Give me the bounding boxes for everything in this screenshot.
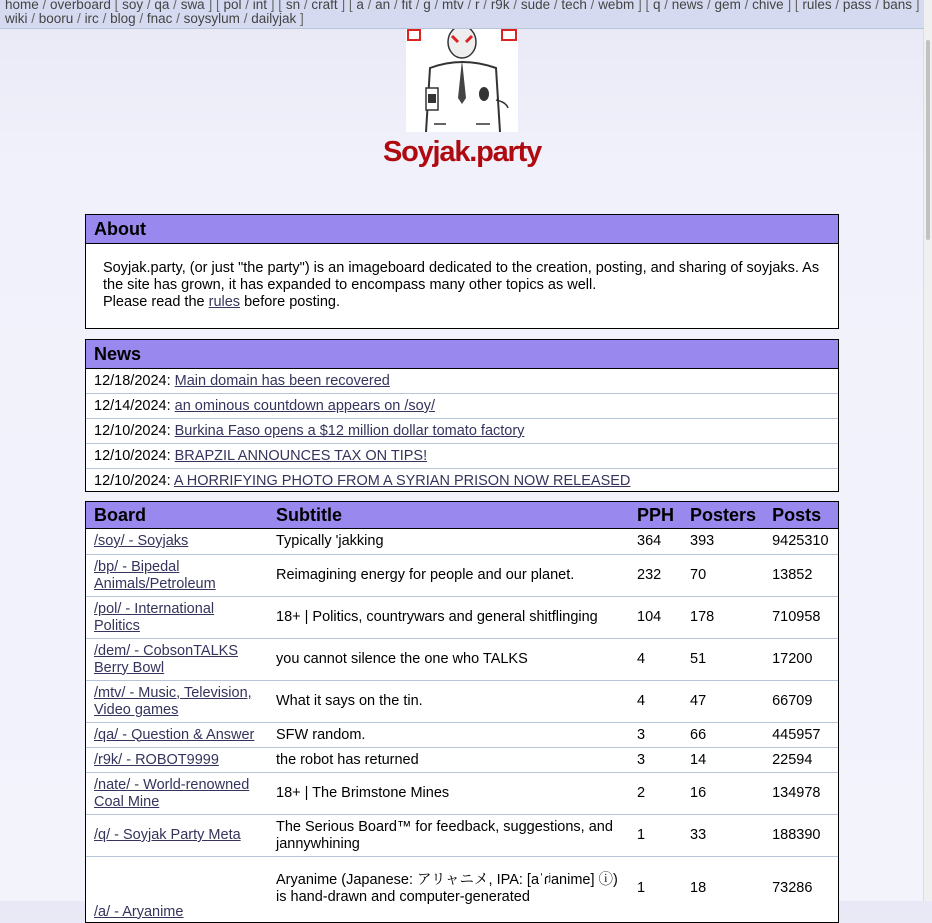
nav-link-g[interactable]: g [423, 0, 431, 12]
board-subtitle-cell: SFW random. [268, 723, 629, 748]
board-link[interactable]: /qa/ - Question & Answer [94, 726, 255, 743]
nav-link-sn[interactable]: sn [285, 0, 301, 12]
nav-link-webm[interactable]: webm [598, 0, 635, 12]
news-link[interactable]: A HORRIFYING PHOTO FROM A SYRIAN PRISON NOW RELEASED [173, 473, 631, 489]
nav-link-int[interactable]: int [252, 0, 268, 12]
board-row [86, 773, 838, 815]
board-row [86, 681, 838, 723]
board-subtitle-cell: you cannot silence the one who TALKS [268, 639, 629, 681]
about-heading: About [86, 215, 838, 244]
news-item: 12/10/2024: Burkina Faso opens a $12 million dollar tomato factory [86, 418, 838, 443]
news-date: 12/10/2024 [94, 423, 167, 439]
board-posters-cell: 178 [682, 597, 764, 639]
about-panel [85, 214, 839, 329]
nav-link-a[interactable]: a [356, 0, 364, 12]
board-posts-cell: 73286 [764, 857, 838, 921]
nav-link-swa[interactable]: swa [180, 0, 205, 12]
board-nav-bar [0, 0, 924, 29]
news-date: 12/14/2024 [94, 398, 167, 414]
board-pph-cell: 4 [629, 639, 682, 681]
board-subtitle-cell: The Serious Board™ for feedback, suggestions, and jannywhining [268, 815, 629, 857]
nav-link-r[interactable]: r [475, 0, 480, 12]
board-link[interactable]: /q/ - Soyjak Party Meta [94, 827, 241, 843]
board-posters-cell: 393 [690, 533, 715, 549]
nav-link-gem[interactable]: gem [714, 0, 741, 12]
board-posters-cell: 70 [682, 555, 764, 597]
board-posters-cell: 66 [682, 723, 764, 748]
nav-link-irc[interactable]: irc [84, 11, 99, 26]
board-posters-cell: 18 [682, 857, 764, 921]
board-posters-cell: 51 [682, 639, 764, 681]
board-posts-cell: 445957 [764, 723, 838, 748]
nav-link-an[interactable]: an [375, 0, 391, 12]
about-read-suffix: before posting. [240, 294, 341, 310]
nav-link-tech[interactable]: tech [561, 0, 587, 12]
board-posters-cell: 33 [682, 815, 764, 857]
nav-link-soy[interactable]: soy [122, 0, 144, 12]
nav-link-wiki[interactable]: wiki [5, 11, 28, 26]
site-mascot-logo [406, 28, 518, 132]
board-row [86, 723, 838, 748]
board-posts-cell: 22594 [764, 748, 838, 773]
board-subtitle-cell: 18+ | Politics, countrywars and general shitflinging [268, 597, 629, 639]
board-row [86, 529, 838, 555]
board-link[interactable]: /r9k/ - ROBOT9999 [94, 751, 219, 768]
scrollbar-thumb[interactable] [926, 40, 930, 240]
nav-link-home[interactable]: home [5, 0, 39, 12]
board-link[interactable]: /a/ - Aryanime [94, 903, 184, 920]
board-pph-cell: 1 [629, 857, 682, 921]
news-item: 12/18/2024: Main domain has been recovered [94, 373, 390, 389]
nav-link-qa[interactable]: qa [154, 0, 170, 12]
board-pph-cell: 104 [629, 597, 682, 639]
board-board-cell [86, 597, 268, 639]
board-link[interactable]: /nate/ - World-renowned Coal Mine [94, 776, 250, 810]
col-posts-header: Posts [764, 502, 838, 529]
board-link[interactable]: /mtv/ - Music, Television, Video games [94, 684, 252, 718]
page-scrollbar[interactable] [923, 0, 932, 901]
news-link[interactable]: an ominous countdown appears on /soy/ [174, 398, 436, 414]
board-link[interactable]: /pol/ - International Politics [94, 600, 215, 634]
board-pph-cell: 232 [629, 555, 682, 597]
news-link[interactable]: Burkina Faso opens a $12 million dollar tomato factory [174, 423, 525, 439]
news-date: 12/18/2024 [94, 373, 167, 389]
board-pph-cell: 1 [629, 815, 682, 857]
col-pph-header: PPH [629, 502, 682, 529]
nav-link-pol[interactable]: pol [223, 0, 242, 12]
news-date: 12/10/2024 [94, 473, 167, 489]
board-posts-cell: 13852 [764, 555, 838, 597]
news-link[interactable]: Main domain has been recovered [174, 373, 390, 389]
about-body [86, 244, 838, 311]
nav-link-overboard[interactable]: overboard [50, 0, 111, 12]
board-nav-line-2: wiki / booru / irc / blog / fnac / soysylum / dailyjak ] [5, 11, 304, 26]
board-subtitle-cell: 18+ | The Brimstone Mines [268, 773, 629, 815]
news-item: 12/14/2024: an ominous countdown appears on /soy/ [86, 393, 838, 418]
news-link[interactable]: BRAPZIL ANNOUNCES TAX ON TIPS! [174, 448, 428, 464]
nav-link-pass[interactable]: pass [842, 0, 872, 12]
board-posts-cell: 188390 [764, 815, 838, 857]
board-board-cell [86, 723, 268, 748]
board-posts-cell: 9425310 [772, 533, 829, 549]
board-row [86, 555, 838, 597]
news-panel [85, 339, 839, 492]
nav-link-booru[interactable]: booru [38, 11, 74, 26]
rules-link[interactable]: rules [208, 294, 241, 310]
board-board-cell [86, 748, 268, 773]
board-subtitle-cell: Typically 'jakking [276, 533, 384, 549]
nav-link-q[interactable]: q [652, 0, 661, 12]
about-text: Soyjak.party, (or just "the party") is an imageboard dedicated to the creation, posting, and sharing of soyjaks. As the site has grown, it has expanded to encompass many other topics as well. [103, 260, 820, 293]
nav-link-bans[interactable]: bans [882, 0, 912, 12]
nav-link-r9k[interactable]: r9k [490, 0, 510, 12]
board-subtitle-cell: Aryanime (Japanese: アリャニメ, IPA: [aˈɾʲanime] ⓘ) is hand-drawn and computer-generated [268, 857, 629, 921]
nav-link-news[interactable]: news [671, 0, 704, 12]
board-rows [86, 529, 838, 921]
nav-link-blog[interactable]: blog [110, 11, 136, 26]
board-row [86, 748, 838, 773]
boards-panel [85, 501, 839, 923]
col-board-header: Board [86, 502, 268, 529]
board-board-cell [86, 857, 268, 921]
about-read-prefix: Please read the [103, 294, 209, 310]
board-pph-cell: 4 [629, 681, 682, 723]
col-subtitle-header: Subtitle [268, 502, 629, 529]
board-posts-cell: 66709 [764, 681, 838, 723]
nav-link-fit[interactable]: fit [401, 0, 412, 12]
board-posts-cell: 710958 [764, 597, 838, 639]
news-item: 12/10/2024: BRAPZIL ANNOUNCES TAX ON TIPS! [86, 443, 838, 468]
board-posters-cell: 47 [682, 681, 764, 723]
board-row [86, 815, 838, 857]
board-pph-cell: 2 [629, 773, 682, 815]
board-subtitle-cell: the robot has returned [268, 748, 629, 773]
board-pph-cell: 3 [629, 748, 682, 773]
news-item: 12/10/2024: A HORRIFYING PHOTO FROM A SYRIAN PRISON NOW RELEASED [86, 468, 838, 493]
board-board-cell [86, 639, 268, 681]
nav-link-chive[interactable]: chive [752, 0, 784, 12]
site-title: Soyjak.party [382, 136, 542, 168]
news-list [86, 369, 838, 493]
col-posters-header: Posters [682, 502, 764, 529]
board-board-cell [86, 773, 268, 815]
board-row [86, 857, 838, 921]
board-posts-cell: 17200 [764, 639, 838, 681]
board-link[interactable]: /dem/ - CobsonTALKS Berry Bowl [94, 642, 238, 676]
news-date: 12/10/2024 [94, 448, 167, 464]
board-pph-cell: 364 [637, 533, 662, 549]
nav-link-mtv[interactable]: mtv [442, 0, 464, 12]
board-pph-cell: 3 [629, 723, 682, 748]
board-row [86, 597, 838, 639]
news-heading: News [86, 340, 838, 369]
nav-link-rules[interactable]: rules [802, 0, 832, 12]
nav-link-craft[interactable]: craft [311, 0, 338, 12]
board-board-cell [86, 529, 268, 555]
nav-link-sude[interactable]: sude [520, 0, 551, 12]
board-link[interactable]: /bp/ - Bipedal Animals/Petroleum [94, 558, 216, 592]
nav-link-soysylum[interactable]: soysylum [183, 11, 240, 26]
nav-link-dailyjak[interactable]: dailyjak [251, 11, 297, 26]
board-link[interactable]: /soy/ - Soyjaks [94, 533, 189, 549]
boards-table [86, 502, 838, 921]
board-subtitle-cell: Reimagining energy for people and our planet. [268, 555, 629, 597]
board-posts-cell: 134978 [764, 773, 838, 815]
board-board-cell [86, 815, 268, 857]
board-nav-line-1: home / overboard [ soy / qa / swa ] [ pol / int ] [ sn / craft ] [ a / an / fit / g / mtv / r / r9k / sude / tech / webm ] [ q / news / gem / chive ] [ rules / pass / bans ] [0, 0, 924, 12]
board-board-cell [86, 681, 268, 723]
board-posters-cell: 14 [682, 748, 764, 773]
board-subtitle-cell: What it says on the tin. [268, 681, 629, 723]
boards-header-row [86, 502, 838, 529]
board-board-cell [86, 555, 268, 597]
board-posters-cell: 16 [682, 773, 764, 815]
board-row [86, 639, 838, 681]
nav-link-fnac[interactable]: fnac [146, 11, 173, 26]
